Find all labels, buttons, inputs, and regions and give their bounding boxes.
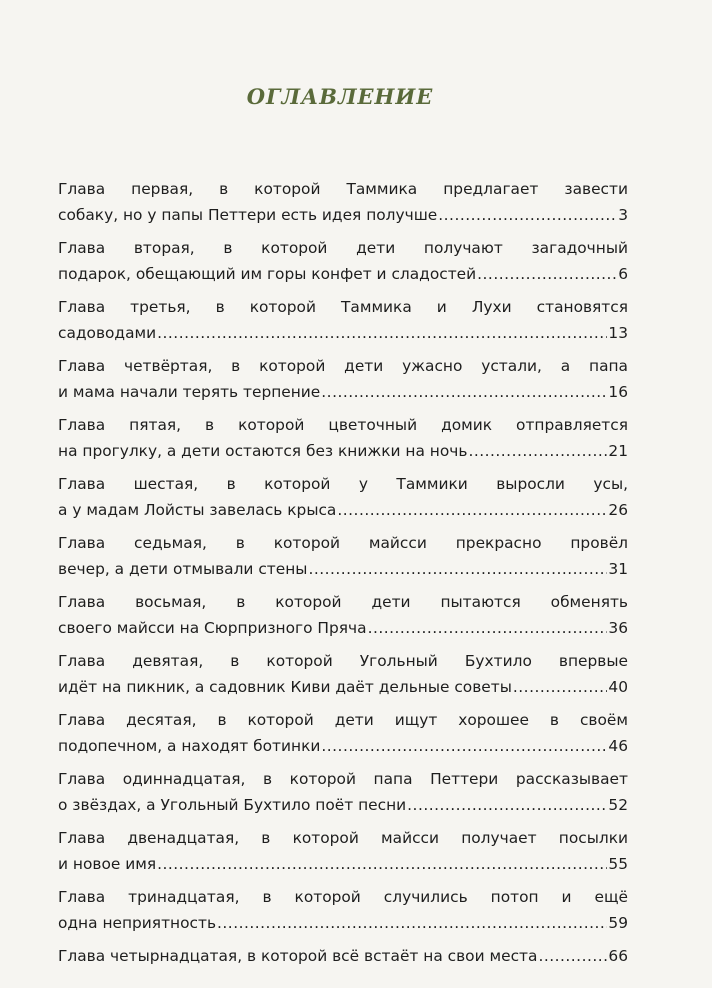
toc-entry-title-line: Глава пятая, в которой цветочный домик отправляется [58, 416, 628, 434]
toc-entry[interactable] [58, 825, 628, 877]
dot-leader [157, 320, 607, 346]
toc-entry-title-line: Глава одиннадцатая, в которой папа Петтери рассказывает [58, 770, 628, 788]
toc-entry-title-line: Глава десятая, в которой дети ищут хорошее в своём [58, 711, 628, 729]
dot-leader [337, 497, 607, 523]
toc-page-number: 66 [608, 947, 628, 965]
toc-page-number: 55 [608, 855, 628, 873]
toc-entry-title-line: Глава двенадцатая, в которой майсси получает посылки [58, 829, 628, 847]
dot-leader [368, 615, 608, 641]
toc-entry-title-line: Глава первая, в которой Таммика предлагает завести [58, 180, 628, 198]
toc-page-number: 21 [608, 442, 628, 460]
toc-entry[interactable] [58, 176, 628, 228]
toc-entry-title-line: Глава третья, в которой Таммика и Лухи становятся [58, 298, 628, 316]
toc-entry-title-line: Глава тринадцатая, в которой случились потоп и ещё [58, 888, 628, 906]
dot-leader [217, 910, 607, 936]
toc-entry-title-cont: своего майсси на Сюрпризного Пряча [58, 619, 367, 637]
toc-entry[interactable] [58, 884, 628, 936]
toc-entry-title-line: Глава шестая, в которой у Таммики выросли усы, [58, 475, 628, 493]
dot-leader [321, 733, 607, 759]
toc-entry-title-line: Глава девятая, в которой Угольный Бухтило впервые [58, 652, 628, 670]
dot-leader [438, 202, 617, 228]
toc-entry[interactable] [58, 471, 628, 523]
toc-entry-title-cont: Глава четырнадцатая, в которой всё встаёт на свои места [58, 947, 538, 965]
dot-leader [321, 379, 607, 405]
toc-page-number: 13 [608, 324, 628, 342]
toc-entry-title-cont: идёт на пикник, а садовник Киви даёт дельные советы [58, 678, 512, 696]
toc-entry-title-cont: подарок, обещающий им горы конфет и сладостей [58, 265, 477, 283]
dot-leader [308, 556, 607, 582]
toc-page-number: 40 [608, 678, 628, 696]
toc-entry-title-line: Глава седьмая, в которой майсси прекрасно провёл [58, 534, 628, 552]
dot-leader [477, 261, 617, 287]
toc-page-number: 36 [608, 619, 628, 637]
toc-entry[interactable] [58, 943, 628, 969]
toc-entry[interactable] [58, 648, 628, 700]
toc-page-number: 31 [608, 560, 628, 578]
toc-entry-title-cont: о звёздах, а Угольный Бухтило поёт песни [58, 796, 407, 814]
toc-page-number: 26 [608, 501, 628, 519]
toc-entry-title-cont: собаку, но у папы Петтери есть идея получше [58, 206, 438, 224]
toc-entry[interactable] [58, 707, 628, 759]
toc-entry-title-cont: и новое имя [58, 855, 157, 873]
toc-entry[interactable] [58, 530, 628, 582]
toc-entry-title-cont: подопечном, а находят ботинки [58, 737, 321, 755]
toc-entry-title-cont: одна неприятность [58, 914, 217, 932]
toc-page-number: 46 [608, 737, 628, 755]
toc-page-number: 3 [618, 206, 628, 224]
toc-entry[interactable] [58, 766, 628, 818]
toc-entry[interactable] [58, 235, 628, 287]
dot-leader [157, 851, 607, 877]
toc-entry[interactable] [58, 353, 628, 405]
toc-entry[interactable] [58, 412, 628, 464]
dot-leader [468, 438, 607, 464]
toc-entry-title-line: Глава четвёртая, в которой дети ужасно устали, а папа [58, 357, 628, 375]
toc-entry[interactable] [58, 589, 628, 641]
toc-entry-title-cont: и мама начали терять терпение [58, 383, 321, 401]
page-title: ОГЛАВЛЕНИЕ [246, 84, 434, 109]
dot-leader [513, 674, 608, 700]
toc-entry[interactable] [58, 294, 628, 346]
toc-entry-title-cont: на прогулку, а дети остаются без книжки на ночь [58, 442, 468, 460]
toc-list [58, 176, 628, 976]
toc-entry-title-line: Глава восьмая, в которой дети пытаются обменять [58, 593, 628, 611]
toc-entry-title-cont: а у мадам Лойсты завелась крыса [58, 501, 337, 519]
toc-page-number: 52 [608, 796, 628, 814]
toc-entry-title-cont: вечер, а дети отмывали стены [58, 560, 308, 578]
toc-page-number: 59 [608, 914, 628, 932]
dot-leader [538, 943, 607, 969]
toc-entry-title-line: Глава вторая, в которой дети получают загадочный [58, 239, 628, 257]
toc-page-number: 6 [618, 265, 628, 283]
toc-page-number: 16 [608, 383, 628, 401]
toc-entry-title-cont: садоводами [58, 324, 157, 342]
dot-leader [407, 792, 607, 818]
